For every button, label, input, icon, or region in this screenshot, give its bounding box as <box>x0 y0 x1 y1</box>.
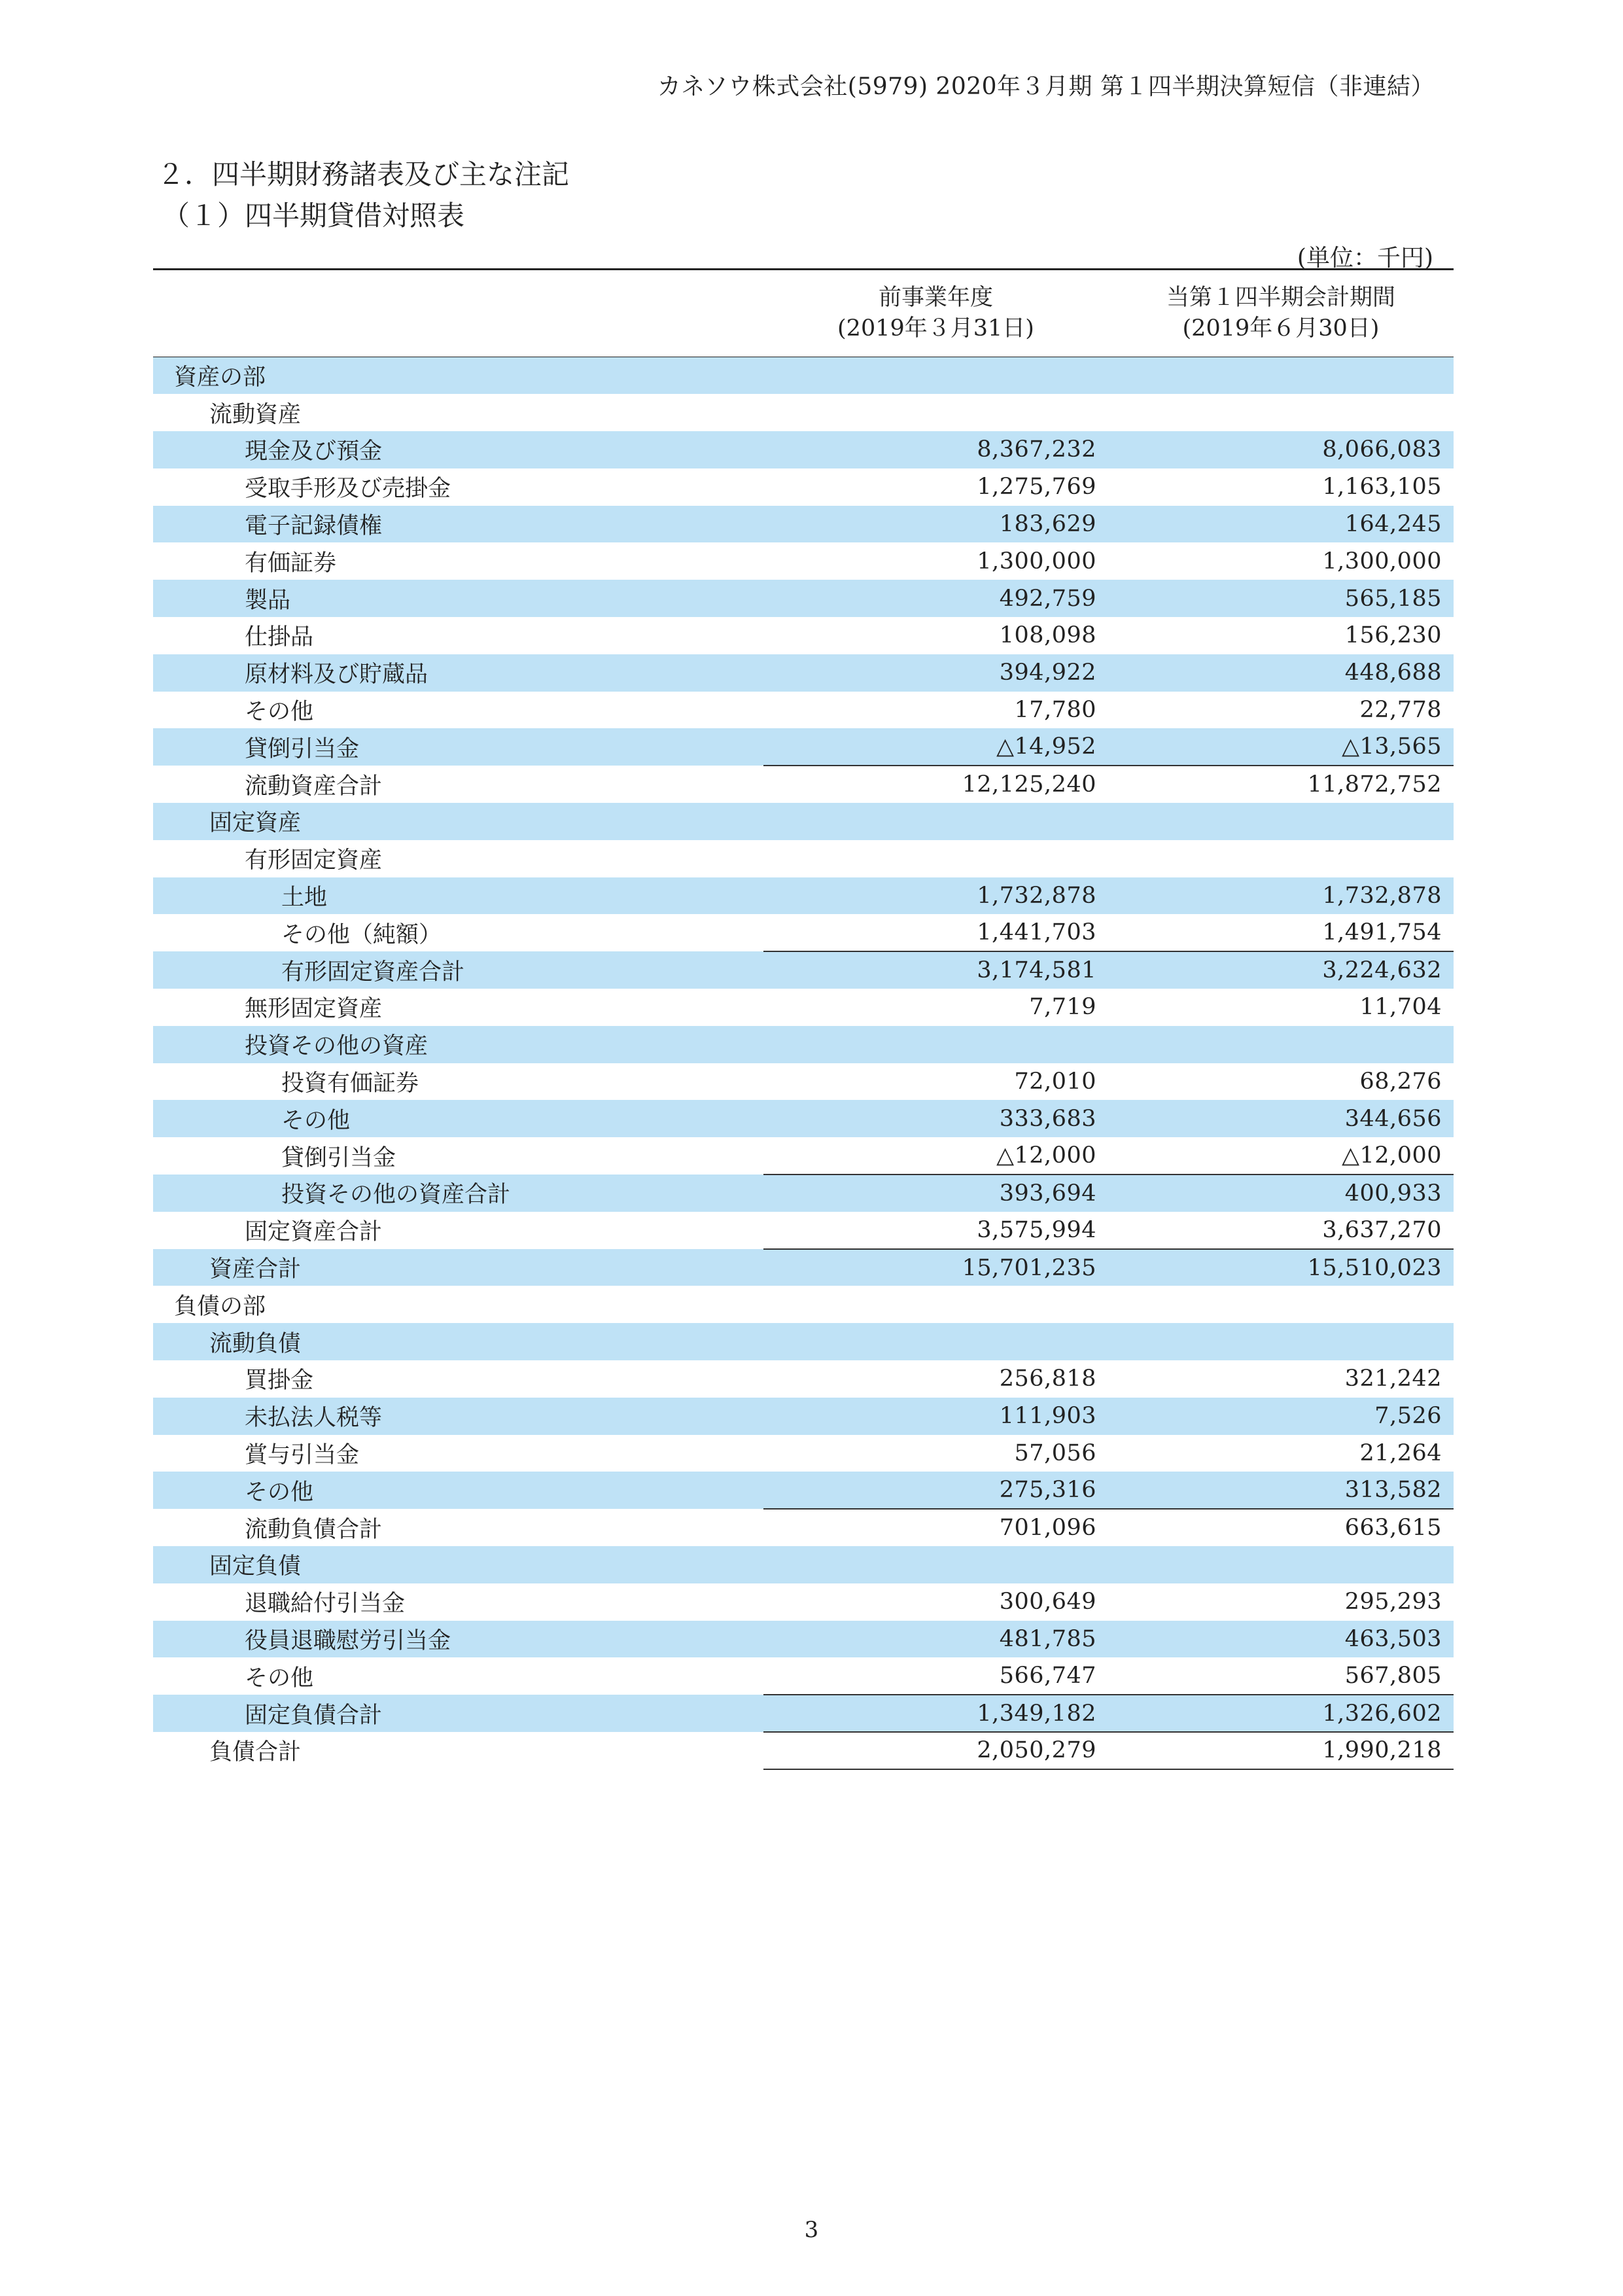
current-period-value: △13,565 <box>1342 733 1442 760</box>
prev-period-value: 492,759 <box>999 585 1096 612</box>
table-row <box>153 1026 1454 1063</box>
prev-period-value <box>763 803 1108 840</box>
current-period-value: 400,933 <box>1108 1174 1454 1212</box>
prev-period-value: 72,010 <box>1014 1069 1096 1095</box>
table-row <box>153 951 1454 989</box>
table-row <box>153 357 1454 395</box>
prev-period-value: 256,818 <box>999 1366 1096 1392</box>
prev-period-value: 2,050,279 <box>763 1732 1108 1769</box>
current-period-value: 565,185 <box>1344 585 1442 612</box>
current-period-value: 11,704 <box>1359 994 1442 1021</box>
current-period-value: 1,990,218 <box>1108 1732 1454 1769</box>
row-label: 投資その他の資産合計 <box>281 1182 511 1209</box>
row-label: 負債合計 <box>209 1739 302 1766</box>
table-row <box>153 506 1454 543</box>
current-period-value <box>1108 1286 1454 1323</box>
table-row <box>153 1100 1454 1137</box>
current-period-value: 1,732,878 <box>1322 883 1442 910</box>
table-row <box>153 840 1454 877</box>
current-period-value: 3,637,270 <box>1322 1216 1442 1243</box>
current-period-value: 22,778 <box>1359 697 1442 724</box>
table-row <box>153 1509 1454 1546</box>
current-period-value: 1,163,105 <box>1322 474 1442 501</box>
row-label: 固定負債 <box>209 1553 302 1580</box>
table-title: （１）四半期貸借対照表 <box>162 200 465 232</box>
current-period-value <box>1108 1546 1454 1583</box>
current-period-value: 1,491,754 <box>1322 919 1442 946</box>
row-label: 資産合計 <box>209 1256 302 1283</box>
row-label: 土地 <box>281 885 328 911</box>
table-row <box>153 1360 1454 1398</box>
current-period-value: 3,224,632 <box>1108 951 1454 989</box>
table-row <box>153 1323 1454 1360</box>
page-number: 3 <box>804 2217 819 2243</box>
prev-period-value: 393,694 <box>763 1174 1108 1212</box>
row-label: 流動資産合計 <box>245 773 383 800</box>
row-label: その他 <box>245 1665 314 1691</box>
table-row <box>153 1583 1454 1621</box>
current-period-value: 463,503 <box>1344 1625 1442 1652</box>
prev-period-value: 275,316 <box>999 1477 1096 1504</box>
prev-period-value: 108,098 <box>999 622 1096 649</box>
current-period-value: 164,245 <box>1344 511 1442 538</box>
table-row <box>153 803 1454 840</box>
table-row <box>153 1137 1454 1174</box>
row-label: 買掛金 <box>245 1368 314 1394</box>
table-row <box>153 766 1454 803</box>
table-row <box>153 877 1454 915</box>
prev-period-value: 17,780 <box>1014 697 1096 724</box>
row-label: 無形固定資産 <box>245 996 383 1023</box>
row-label: 賞与引当金 <box>245 1442 360 1468</box>
row-label: 退職給付引当金 <box>245 1591 406 1617</box>
table-row <box>153 728 1454 766</box>
prev-period-value <box>763 394 1108 431</box>
current-period-value: 567,805 <box>1344 1663 1442 1689</box>
prev-period-value: 7,719 <box>1029 994 1096 1021</box>
table-row <box>153 1546 1454 1583</box>
table-row <box>153 1435 1454 1472</box>
current-period-value <box>1108 1323 1454 1360</box>
table-row <box>153 1732 1454 1769</box>
current-period-value <box>1108 394 1454 431</box>
prev-period-value: 333,683 <box>999 1105 1096 1132</box>
prev-period-value: 1,732,878 <box>977 883 1096 910</box>
row-label: 固定資産 <box>209 810 302 837</box>
current-period-value: 1,326,602 <box>1108 1695 1454 1732</box>
prev-period-value <box>763 1026 1108 1063</box>
row-label: 有価証券 <box>245 550 337 576</box>
balance-sheet-table <box>153 268 1454 1770</box>
prev-period-value: 394,922 <box>999 660 1096 686</box>
current-period-value: 8,066,083 <box>1322 436 1442 463</box>
prev-period-value: 3,575,994 <box>977 1216 1096 1243</box>
row-label: 電子記録債権 <box>245 513 383 540</box>
header-prev-period-date: (2019年３月31日) <box>837 315 1034 342</box>
current-period-value: 295,293 <box>1344 1589 1442 1616</box>
prev-period-value: 701,096 <box>763 1509 1108 1546</box>
table-row <box>153 580 1454 617</box>
table-row <box>153 914 1454 951</box>
table-row <box>153 468 1454 506</box>
table-row <box>153 989 1454 1026</box>
header-current-period-date: (2019年６月30日) <box>1182 315 1380 342</box>
prev-period-value <box>763 840 1108 877</box>
unit-label: (単位：千円) <box>1297 245 1433 272</box>
row-label: 投資その他の資産 <box>245 1033 428 1060</box>
row-label: 製品 <box>245 587 291 614</box>
table-row <box>153 1174 1454 1212</box>
prev-period-value: 1,275,769 <box>977 474 1096 501</box>
prev-period-value: 566,747 <box>999 1663 1096 1689</box>
table-row <box>153 692 1454 729</box>
row-label: 原材料及び貯蔵品 <box>245 662 428 688</box>
row-label: その他（純額） <box>281 921 442 948</box>
row-label: 貸倒引当金 <box>281 1144 396 1171</box>
prev-period-value <box>763 357 1108 395</box>
row-label: 有形固定資産合計 <box>281 959 465 985</box>
current-period-value <box>1108 1026 1454 1063</box>
row-label: 資産の部 <box>174 364 266 391</box>
prev-period-value: △12,000 <box>996 1142 1096 1169</box>
row-label: その他 <box>245 1479 314 1506</box>
table-row <box>153 394 1454 431</box>
table-row <box>153 1286 1454 1323</box>
row-label: その他 <box>245 699 314 726</box>
row-label: 役員退職慰労引当金 <box>245 1627 451 1654</box>
row-label: 投資有価証券 <box>281 1070 419 1097</box>
table-row <box>153 1063 1454 1101</box>
prev-period-value: 481,785 <box>999 1625 1096 1652</box>
row-label: 貸倒引当金 <box>245 735 360 762</box>
header-current-period <box>1108 270 1454 357</box>
prev-period-value: △14,952 <box>996 733 1096 760</box>
current-period-value: 321,242 <box>1344 1366 1442 1392</box>
current-period-value: 156,230 <box>1344 622 1442 649</box>
row-label: 負債の部 <box>174 1293 266 1320</box>
prev-period-value <box>763 1323 1108 1360</box>
prev-period-value: 111,903 <box>999 1403 1096 1430</box>
table-row <box>153 1657 1454 1695</box>
row-label: 現金及び預金 <box>245 438 383 465</box>
table-header-row <box>153 270 1454 357</box>
row-label: 流動資産 <box>209 401 302 428</box>
table-row <box>153 431 1454 468</box>
document-header: カネソウ株式会社(5979) 2020年３月期 第１四半期決算短信（非連結） <box>657 73 1435 100</box>
prev-period-value: 1,300,000 <box>977 548 1096 574</box>
row-label: 流動負債 <box>209 1330 302 1357</box>
row-label: 固定負債合計 <box>245 1702 383 1729</box>
prev-period-value: 300,649 <box>999 1589 1096 1616</box>
row-label: 流動負債合計 <box>245 1516 383 1543</box>
table-row <box>153 1621 1454 1658</box>
current-period-value: 21,264 <box>1359 1440 1442 1466</box>
table-body <box>153 357 1454 1769</box>
row-label: その他 <box>281 1107 351 1134</box>
row-label: 固定資産合計 <box>245 1219 383 1246</box>
header-label-cell <box>153 270 763 357</box>
header-current-period-title: 当第１四半期会計期間 <box>1166 284 1395 311</box>
prev-period-value: 183,629 <box>999 511 1096 538</box>
prev-period-value: 57,056 <box>1014 1440 1096 1466</box>
current-period-value: 1,300,000 <box>1322 548 1442 574</box>
row-label: 未払法人税等 <box>245 1405 383 1432</box>
prev-period-value: 12,125,240 <box>763 766 1108 803</box>
current-period-value <box>1108 840 1454 877</box>
prev-period-value <box>763 1546 1108 1583</box>
table-row <box>153 1398 1454 1435</box>
current-period-value: △12,000 <box>1342 1142 1442 1169</box>
current-period-value: 15,510,023 <box>1108 1249 1454 1286</box>
header-prev-period-title: 前事業年度 <box>878 284 993 311</box>
table-row <box>153 1472 1454 1509</box>
current-period-value: 313,582 <box>1344 1477 1442 1504</box>
table-row <box>153 542 1454 580</box>
current-period-value <box>1108 803 1454 840</box>
prev-period-value: 1,441,703 <box>977 919 1096 946</box>
row-label: 有形固定資産 <box>245 847 383 874</box>
section-title: ２．四半期財務諸表及び主な注記 <box>157 158 570 190</box>
prev-period-value <box>763 1286 1108 1323</box>
current-period-value: 344,656 <box>1344 1105 1442 1132</box>
current-period-value: 7,526 <box>1374 1403 1442 1430</box>
table-row <box>153 654 1454 692</box>
header-prev-period <box>763 270 1108 357</box>
prev-period-value: 3,174,581 <box>763 951 1108 989</box>
row-label: 仕掛品 <box>245 624 314 651</box>
current-period-value: 11,872,752 <box>1108 766 1454 803</box>
row-label: 受取手形及び売掛金 <box>245 476 451 503</box>
current-period-value: 448,688 <box>1344 660 1442 686</box>
current-period-value <box>1108 357 1454 395</box>
table-row <box>153 1249 1454 1286</box>
table-row <box>153 617 1454 654</box>
prev-period-value: 1,349,182 <box>763 1695 1108 1732</box>
table-row <box>153 1212 1454 1249</box>
prev-period-value: 8,367,232 <box>977 436 1096 463</box>
prev-period-value: 15,701,235 <box>763 1249 1108 1286</box>
table-row <box>153 1695 1454 1732</box>
current-period-value: 663,615 <box>1108 1509 1454 1546</box>
current-period-value: 68,276 <box>1359 1069 1442 1095</box>
